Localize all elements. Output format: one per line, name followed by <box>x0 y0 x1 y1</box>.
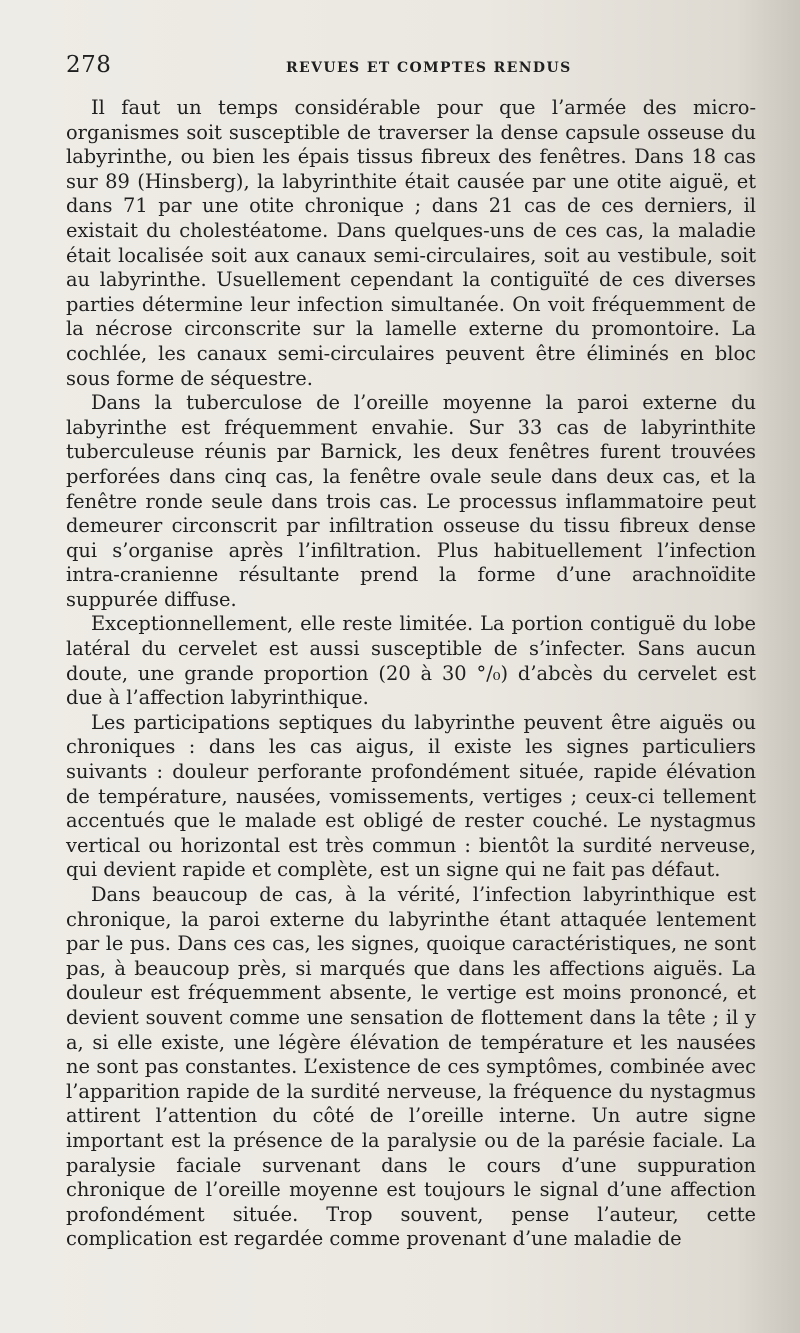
page-number: 278 <box>66 52 112 78</box>
paragraph: Dans beaucoup de cas, à la vérité, l’infection labyrinthique est chronique, la paroi externe du labyrinthe étant attaquée lentement par le pus. Dans ces cas, les signes, quoique caractéristiques, ne sont pas, à beaucoup près, si marqués que dans les affections aiguës. La douleur est fréquemment absente, le vertige est moins prononcé, et devient souvent comme une sensation de flottement dans la tête ; il y a, si elle existe, une légère élévation de température et les nausées ne sont pas constantes. L’existence de ces symptômes, combinée avec l’apparition rapide de la surdité nerveuse, la fréquence du nystagmus attirent l’attention du côté de l’oreille interne. Un autre signe important est la présence de la paralysie ou de la parésie faciale. La paralysie faciale survenant dans le cours d’une suppuration chronique de l’oreille moyenne est toujours le signal d’une affection profondément située. Trop souvent, pense l’auteur, cette complication est regardée comme provenant d’une maladie de <box>66 883 756 1251</box>
paragraph: Exceptionnellement, elle reste limitée. La portion contiguë du lobe latéral du cervelet est aussi susceptible de s’infecter. Sans aucun doute, une grande proportion (20 à 30 °/₀) d’abcès du cervelet est due à l’affection labyrinthique. <box>66 612 756 710</box>
paragraph: Il faut un temps considérable pour que l’armée des micro-organismes soit susceptible de traverser la dense capsule osseuse du labyrinthe, ou bien les épais tissus fibreux des fenêtres. Dans 18 cas sur 89 (Hinsberg), la labyrinthite était causée par une otite aiguë, et dans 71 par une otite chronique ; dans 21 cas de ces derniers, il existait du cholestéatome. Dans quelques-uns de ces cas, la maladie était localisée soit aux canaux semi-circulaires, soit au vestibule, soit au labyrinthe. Usuellement cependant la contiguïté de ces diverses parties détermine leur infection simultanée. On voit fréquemment de la nécrose circonscrite sur la lamelle externe du promontoire. La cochlée, les canaux semi-circulaires peuvent être éliminés en bloc sous forme de séquestre. <box>66 96 756 390</box>
running-head: REVUES ET COMPTES RENDUS <box>286 60 572 76</box>
paragraph: Les participations septiques du labyrinthe peuvent être aiguës ou chroniques : dans les cas aigus, il existe les signes particuliers suivants : douleur perforante profondément située, rapide élévation de température, nausées, vomissements, vertiges ; ceux-ci tellement accentués que le malade est obligé de rester couché. Le nystagmus vertical ou horizontal est très commun : bientôt la surdité nerveuse, qui devient rapide et complète, est un signe qui ne fait pas défaut. <box>66 710 756 882</box>
body-text <box>66 96 756 1252</box>
page-header <box>66 52 760 82</box>
paragraph: Dans la tuberculose de l’oreille moyenne la paroi externe du labyrinthe est fréquemment envahie. Sur 33 cas de labyrinthite tuberculeuse réunis par Barnick, les deux fenêtres furent trouvées perforées dans cinq cas, la fenêtre ovale seule dans deux cas, et la fenêtre ronde seule dans trois cas. Le processus inflammatoire peut demeurer circonscrit par infiltration osseuse du tissu fibreux dense qui s’organise après l’infiltration. Plus habituellement l’infection intra-cranienne résultante prend la forme d’une arachnoïdite suppurée diffuse. <box>66 391 756 611</box>
